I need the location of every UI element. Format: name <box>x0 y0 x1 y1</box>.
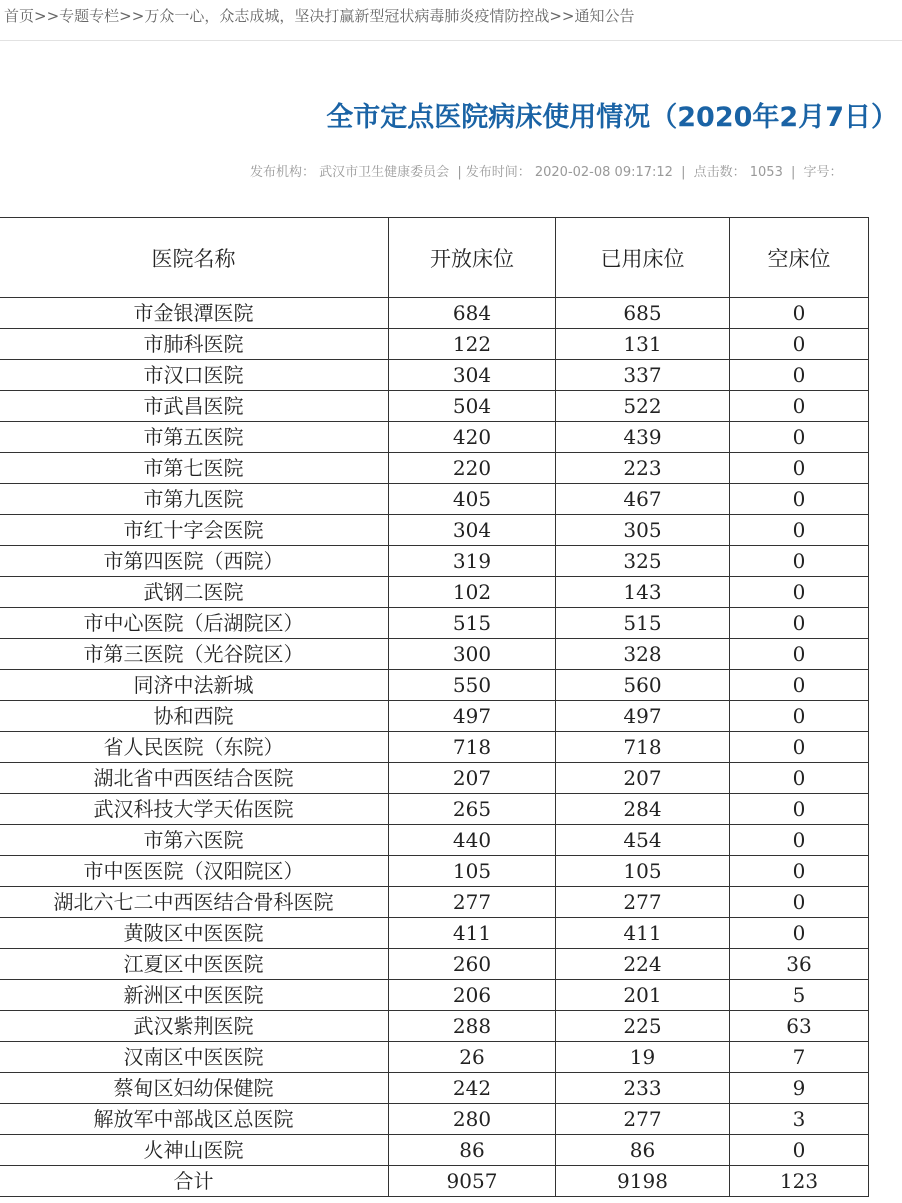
cell-hospital-name: 市中心医院（后湖院区） <box>0 608 389 639</box>
cell-open-beds: 207 <box>389 763 556 794</box>
cell-empty-beds: 0 <box>730 856 869 887</box>
cell-hospital-name: 火神山医院 <box>0 1135 389 1166</box>
cell-used-beds: 224 <box>556 949 730 980</box>
breadcrumb-separator: >> <box>34 7 60 25</box>
cell-hospital-name: 市第四医院（西院） <box>0 546 389 577</box>
cell-used-beds: 560 <box>556 670 730 701</box>
meta-divider: | <box>681 165 686 180</box>
cell-hospital-name: 市中医医院（汉阳院区） <box>0 856 389 887</box>
cell-empty-beds: 0 <box>730 639 869 670</box>
cell-empty-beds: 0 <box>730 763 869 794</box>
cell-hospital-name: 新洲区中医医院 <box>0 980 389 1011</box>
table-row <box>0 1135 869 1166</box>
cell-empty-beds: 0 <box>730 422 869 453</box>
table-row <box>0 763 869 794</box>
cell-hospital-name: 市肺科医院 <box>0 329 389 360</box>
click-count-value: 1053 <box>749 165 783 180</box>
cell-open-beds: 504 <box>389 391 556 422</box>
cell-empty-beds: 0 <box>730 732 869 763</box>
cell-empty-beds: 0 <box>730 453 869 484</box>
cell-hospital-name: 协和西院 <box>0 701 389 732</box>
meta-divider: | <box>791 165 796 180</box>
table-row <box>0 825 869 856</box>
cell-open-beds: 515 <box>389 608 556 639</box>
cell-empty-beds: 63 <box>730 1011 869 1042</box>
cell-empty-beds: 0 <box>730 484 869 515</box>
cell-empty-beds: 5 <box>730 980 869 1011</box>
cell-empty-beds: 9 <box>730 1073 869 1104</box>
publish-time-label: 发布时间： <box>465 165 531 180</box>
breadcrumb-separator: >> <box>549 7 575 25</box>
table-row <box>0 360 869 391</box>
table-row <box>0 670 869 701</box>
cell-open-beds: 9057 <box>389 1166 556 1197</box>
cell-hospital-name: 湖北六七二中西医结合骨科医院 <box>0 887 389 918</box>
cell-open-beds: 420 <box>389 422 556 453</box>
cell-hospital-name: 湖北省中西医结合医院 <box>0 763 389 794</box>
cell-open-beds: 497 <box>389 701 556 732</box>
cell-open-beds: 26 <box>389 1042 556 1073</box>
table-row <box>0 1073 869 1104</box>
cell-open-beds: 260 <box>389 949 556 980</box>
cell-open-beds: 242 <box>389 1073 556 1104</box>
cell-hospital-name: 武钢二医院 <box>0 577 389 608</box>
cell-open-beds: 105 <box>389 856 556 887</box>
cell-empty-beds: 0 <box>730 329 869 360</box>
click-count-label: 点击数： <box>693 165 746 180</box>
cell-empty-beds: 36 <box>730 949 869 980</box>
page-title: 全市定点医院病床使用情况（2020年2月7日） <box>326 102 898 134</box>
cell-used-beds: 223 <box>556 453 730 484</box>
cell-empty-beds: 0 <box>730 577 869 608</box>
cell-hospital-name: 市第三医院（光谷院区） <box>0 639 389 670</box>
header-empty-beds: 空床位 <box>730 218 869 298</box>
table-body <box>0 298 869 1197</box>
cell-empty-beds: 0 <box>730 918 869 949</box>
cell-hospital-name: 武汉紫荆医院 <box>0 1011 389 1042</box>
table-row <box>0 887 869 918</box>
cell-hospital-name: 江夏区中医医院 <box>0 949 389 980</box>
cell-open-beds: 277 <box>389 887 556 918</box>
cell-used-beds: 522 <box>556 391 730 422</box>
table-row <box>0 422 869 453</box>
cell-used-beds: 284 <box>556 794 730 825</box>
cell-empty-beds: 0 <box>730 701 869 732</box>
cell-open-beds: 86 <box>389 1135 556 1166</box>
header-open-beds: 开放床位 <box>389 218 556 298</box>
cell-open-beds: 304 <box>389 515 556 546</box>
table-row <box>0 856 869 887</box>
cell-hospital-name: 市汉口医院 <box>0 360 389 391</box>
table-row <box>0 515 869 546</box>
cell-used-beds: 328 <box>556 639 730 670</box>
cell-used-beds: 19 <box>556 1042 730 1073</box>
table-row <box>0 391 869 422</box>
cell-empty-beds: 123 <box>730 1166 869 1197</box>
bed-usage-table <box>0 217 869 1197</box>
cell-used-beds: 515 <box>556 608 730 639</box>
cell-hospital-name: 市第六医院 <box>0 825 389 856</box>
table-row <box>0 918 869 949</box>
table-row <box>0 701 869 732</box>
cell-empty-beds: 0 <box>730 546 869 577</box>
cell-open-beds: 102 <box>389 577 556 608</box>
cell-used-beds: 497 <box>556 701 730 732</box>
font-size-label[interactable]: 字号： <box>803 165 843 180</box>
table-total-row <box>0 1166 869 1197</box>
breadcrumb-link-home[interactable]: 首页 <box>4 7 35 25</box>
table-row <box>0 577 869 608</box>
cell-hospital-name: 市红十字会医院 <box>0 515 389 546</box>
breadcrumb-link-epidemic-topic[interactable]: 万众一心，众志成城，坚决打赢新型冠状病毒肺炎疫情防控战 <box>144 7 550 25</box>
cell-used-beds: 131 <box>556 329 730 360</box>
cell-open-beds: 122 <box>389 329 556 360</box>
cell-open-beds: 288 <box>389 1011 556 1042</box>
cell-hospital-name: 解放军中部战区总医院 <box>0 1104 389 1135</box>
cell-used-beds: 277 <box>556 1104 730 1135</box>
table-row <box>0 949 869 980</box>
cell-empty-beds: 0 <box>730 298 869 329</box>
cell-open-beds: 411 <box>389 918 556 949</box>
table-row <box>0 484 869 515</box>
table-row <box>0 1011 869 1042</box>
cell-hospital-name: 市武昌医院 <box>0 391 389 422</box>
header-hospital-name: 医院名称 <box>0 218 389 298</box>
cell-hospital-name: 省人民医院（东院） <box>0 732 389 763</box>
table-row <box>0 608 869 639</box>
cell-hospital-name: 汉南区中医医院 <box>0 1042 389 1073</box>
cell-open-beds: 440 <box>389 825 556 856</box>
header-used-beds: 已用床位 <box>556 218 730 298</box>
cell-empty-beds: 0 <box>730 887 869 918</box>
cell-hospital-name: 市第九医院 <box>0 484 389 515</box>
cell-used-beds: 277 <box>556 887 730 918</box>
cell-empty-beds: 0 <box>730 670 869 701</box>
table-row <box>0 546 869 577</box>
cell-used-beds: 201 <box>556 980 730 1011</box>
publisher-label: 发布机构： <box>250 165 316 180</box>
cell-hospital-name: 武汉科技大学天佑医院 <box>0 794 389 825</box>
cell-open-beds: 304 <box>389 360 556 391</box>
cell-open-beds: 265 <box>389 794 556 825</box>
cell-hospital-name: 市第七医院 <box>0 453 389 484</box>
breadcrumb-link-notices[interactable]: 通知公告 <box>574 7 635 25</box>
cell-open-beds: 319 <box>389 546 556 577</box>
cell-used-beds: 225 <box>556 1011 730 1042</box>
table-row <box>0 980 869 1011</box>
cell-hospital-name: 市第五医院 <box>0 422 389 453</box>
cell-open-beds: 718 <box>389 732 556 763</box>
cell-used-beds: 105 <box>556 856 730 887</box>
breadcrumb <box>4 5 634 27</box>
cell-open-beds: 405 <box>389 484 556 515</box>
cell-used-beds: 325 <box>556 546 730 577</box>
cell-empty-beds: 0 <box>730 360 869 391</box>
cell-used-beds: 305 <box>556 515 730 546</box>
breadcrumb-divider <box>0 40 902 41</box>
cell-open-beds: 220 <box>389 453 556 484</box>
cell-hospital-name: 市金银潭医院 <box>0 298 389 329</box>
cell-empty-beds: 0 <box>730 1135 869 1166</box>
cell-used-beds: 718 <box>556 732 730 763</box>
table-row <box>0 1042 869 1073</box>
table-header-row <box>0 218 869 298</box>
table-row <box>0 298 869 329</box>
cell-open-beds: 300 <box>389 639 556 670</box>
breadcrumb-link-special-topics[interactable]: 专题专栏 <box>59 7 120 25</box>
cell-hospital-name: 同济中法新城 <box>0 670 389 701</box>
cell-empty-beds: 0 <box>730 515 869 546</box>
cell-hospital-name: 黄陂区中医医院 <box>0 918 389 949</box>
publisher-value: 武汉市卫生健康委员会 <box>319 165 450 180</box>
cell-hospital-name: 合计 <box>0 1166 389 1197</box>
cell-used-beds: 9198 <box>556 1166 730 1197</box>
cell-open-beds: 280 <box>389 1104 556 1135</box>
table-row <box>0 639 869 670</box>
cell-used-beds: 411 <box>556 918 730 949</box>
cell-used-beds: 337 <box>556 360 730 391</box>
cell-used-beds: 233 <box>556 1073 730 1104</box>
cell-empty-beds: 0 <box>730 608 869 639</box>
cell-open-beds: 550 <box>389 670 556 701</box>
publish-time-value: 2020-02-08 09:17:12 <box>534 165 673 180</box>
cell-used-beds: 685 <box>556 298 730 329</box>
cell-used-beds: 143 <box>556 577 730 608</box>
cell-empty-beds: 0 <box>730 391 869 422</box>
cell-used-beds: 86 <box>556 1135 730 1166</box>
cell-empty-beds: 0 <box>730 825 869 856</box>
cell-empty-beds: 3 <box>730 1104 869 1135</box>
cell-empty-beds: 0 <box>730 794 869 825</box>
cell-open-beds: 206 <box>389 980 556 1011</box>
article-meta <box>250 163 843 183</box>
cell-used-beds: 454 <box>556 825 730 856</box>
table-row <box>0 732 869 763</box>
cell-hospital-name: 蔡甸区妇幼保健院 <box>0 1073 389 1104</box>
table-row <box>0 329 869 360</box>
table-row <box>0 453 869 484</box>
cell-empty-beds: 7 <box>730 1042 869 1073</box>
breadcrumb-separator: >> <box>119 7 145 25</box>
cell-used-beds: 439 <box>556 422 730 453</box>
cell-open-beds: 684 <box>389 298 556 329</box>
cell-used-beds: 207 <box>556 763 730 794</box>
cell-used-beds: 467 <box>556 484 730 515</box>
meta-divider: | <box>457 165 462 180</box>
table-row <box>0 794 869 825</box>
table-row <box>0 1104 869 1135</box>
